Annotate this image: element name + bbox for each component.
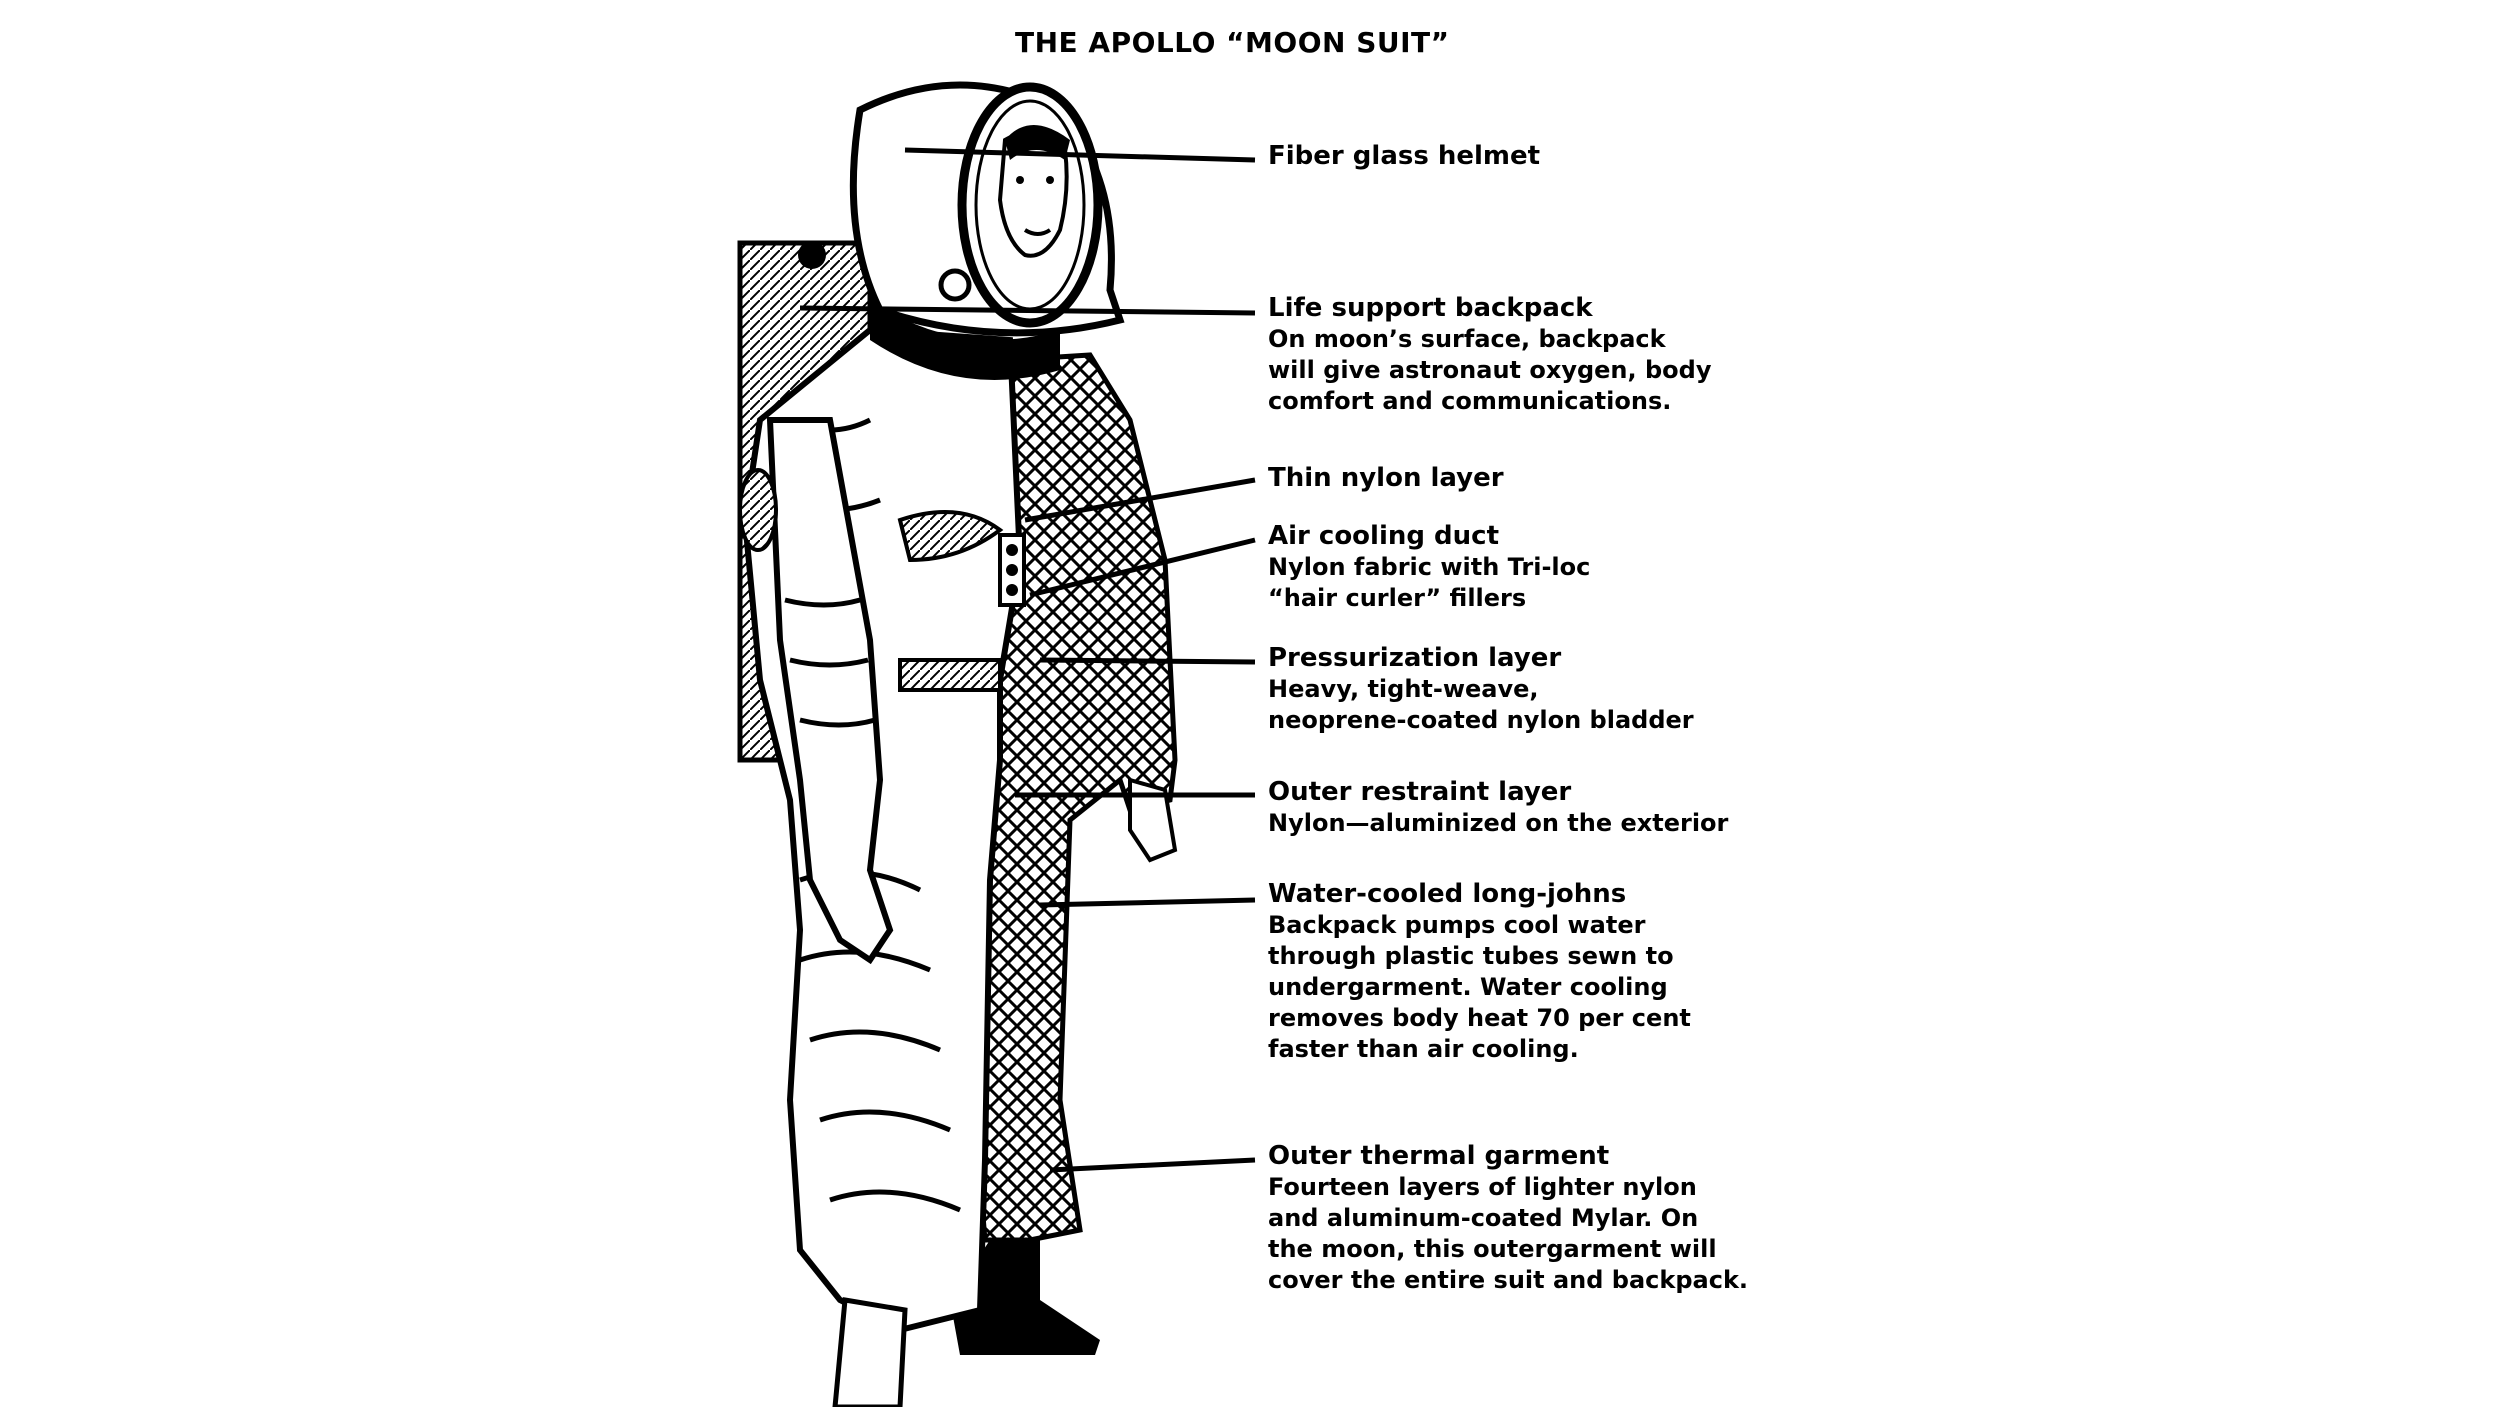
callout-restraint-title: Outer restraint layer — [1268, 777, 1572, 807]
callout-backpack-line: will give astronaut oxygen, body — [1268, 356, 1712, 384]
callout-thermal-garment-line: Fourteen layers of lighter nylon — [1268, 1173, 1697, 1201]
callout-air-duct-title: Air cooling duct — [1268, 521, 1500, 551]
pressure-suit — [740, 330, 1024, 1407]
callout-thermal-garment-line: the moon, this outergarment will — [1268, 1235, 1717, 1263]
leader-longjohns — [1040, 900, 1255, 905]
diagram-title: THE APOLLO “MOON SUIT” — [1015, 26, 1450, 59]
leader-thermal — [1050, 1160, 1255, 1170]
callout-nylon-layer-title: Thin nylon layer — [1268, 463, 1504, 493]
callout-air-duct-line: “hair curler” fillers — [1268, 584, 1527, 612]
callout-helmet — [1268, 140, 1540, 172]
callout-long-johns-line: Backpack pumps cool water — [1268, 911, 1646, 939]
callout-air-duct-line: Nylon fabric with Tri-loc — [1268, 553, 1591, 581]
callout-helmet-title: Fiber glass helmet — [1268, 141, 1541, 171]
callout-thermal-garment — [1268, 1140, 1748, 1296]
callout-restraint — [1268, 776, 1728, 839]
callout-backpack-line: comfort and communications. — [1268, 387, 1672, 415]
callout-long-johns-title: Water-cooled long-johns — [1268, 879, 1627, 909]
callout-thermal-garment-line: cover the entire suit and backpack. — [1268, 1266, 1749, 1294]
callout-long-johns-line: through plastic tubes sewn to — [1268, 942, 1674, 970]
helmet — [853, 85, 1120, 333]
callout-nylon-layer — [1268, 462, 1504, 494]
callout-long-johns-line: faster than air cooling. — [1268, 1035, 1579, 1063]
callout-pressurization-title: Pressurization layer — [1268, 643, 1562, 673]
leader-pressurization — [1040, 660, 1255, 662]
callout-backpack-title: Life support backpack — [1268, 293, 1593, 323]
callout-long-johns-line: undergarment. Water cooling — [1268, 973, 1668, 1001]
callout-air-duct — [1268, 520, 1590, 614]
callout-pressurization — [1268, 642, 1694, 736]
callout-backpack — [1268, 292, 1711, 417]
callout-pressurization-line: Heavy, tight-weave, — [1268, 675, 1539, 703]
callout-thermal-garment-title: Outer thermal garment — [1268, 1141, 1610, 1171]
callout-thermal-garment-line: and aluminum-coated Mylar. On — [1268, 1204, 1699, 1232]
callout-long-johns — [1268, 878, 1691, 1065]
callout-restraint-line: Nylon—aluminized on the exterior — [1268, 809, 1729, 837]
callout-backpack-line: On moon’s surface, backpack — [1268, 325, 1666, 353]
callout-long-johns-line: removes body heat 70 per cent — [1268, 1004, 1691, 1032]
callout-pressurization-line: neoprene-coated nylon bladder — [1268, 706, 1694, 734]
